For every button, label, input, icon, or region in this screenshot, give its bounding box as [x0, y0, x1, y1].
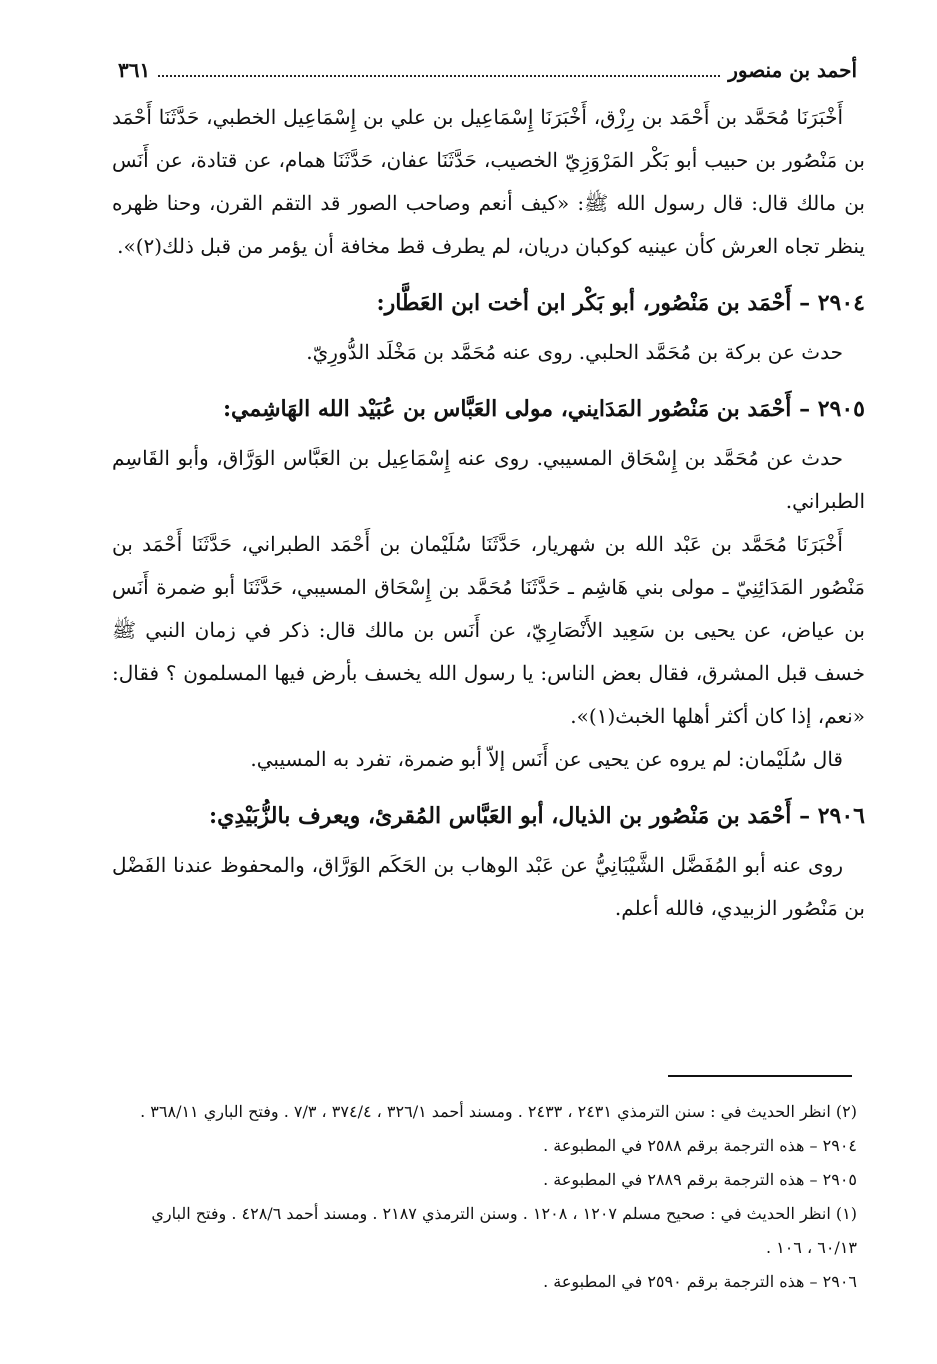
running-title: أحمد بن منصور — [728, 58, 857, 82]
entry-title-2905: ٢٩٠٥ – أَحْمَد بن مَنْصُور المَدَايني، مولى العَبَّاس بن عُبَيْد الله الهَاشِمي: — [222, 396, 865, 422]
footnote-5: ٢٩٠٦ – هذه الترجمة برقم ٢٥٩٠ في المطبوعة . — [543, 1272, 857, 1291]
note-paragraph: قال سُلَيْمان: لم يروه عن يحيى عن أَنَس إلاّ أبو ضمرة، تفرد به المسيبي. — [250, 747, 843, 771]
entry-body-2906: روى عنه أبو المُفَضَّل الشَّيْبَانِيُّ عن عَبْد الوهاب بن الحَكَم الوَرَّاق، والمحفوظ عندنا الفَضْل بن مَنْصُور الزبيدي، فالله أعلم. — [112, 853, 865, 920]
page-number: ٣٦١ — [118, 58, 151, 82]
entry-title-2904: ٢٩٠٤ – أَحْمَد بن مَنْصُور، أبو بَكْر ابن أخت ابن العَطَّار: — [376, 290, 865, 316]
entry-body-2904: حدث عن بركة بن مُحَمَّد الحلبي. روى عنه مُحَمَّد بن مَخْلَد الدُّورِيّ. — [306, 340, 843, 364]
footnote-3: ٢٩٠٥ – هذه الترجمة برقم ٢٨٨٩ في المطبوعة . — [543, 1170, 857, 1189]
footnote-1: (٢) انظر الحديث في : سنن الترمذي ٢٤٣١ ، ٢٤٣٣ . ومسند أحمد ٣٢٦/١ ، ٣٧٤/٤ ، ٧/٣ . وفتح الباري ٣٦٨/١١ . — [140, 1102, 857, 1121]
footnote-2: ٢٩٠٤ – هذه الترجمة برقم ٢٥٨٨ في المطبوعة . — [543, 1136, 857, 1155]
running-header — [118, 58, 857, 86]
footnote-4: (١) انظر الحديث في : صحيح مسلم ١٢٠٧ ، ١٢٠٨ . وسنن الترمذي ٢١٨٧ . ومسند أحمد ٤٢٨/٦ . وفتح الباري ٦٠/١٣ ، ١٠٦ . — [151, 1204, 857, 1257]
isnad-paragraph-1: أَخْبَرَنَا مُحَمَّد بن أَحْمَد بن رِزْق، أَخْبَرَنَا إِسْمَاعِيل بن علي بن إِسْمَاعِيل الخطبي، حَدَّثَنَا أَحْمَد بن مَنْصُور بن حبيب أبو بَكْر المَرْوَزِيّ الخصيب، حَدَّثَنَا عفان، حَدَّثَنَا همام، عن قتادة، عن أَنَس بن مالك قال: قال رسول الله ﷺ: «كيف أنعم وصاحب الصور قد التقم القرن، وحنا ظهره ينظر تجاه العرش كأن عينيه كوكبان دريان، لم يطرف قط مخافة أن يؤمر من قبل ذلك(٢)». — [112, 105, 865, 258]
leader-dots — [158, 61, 720, 77]
footnotes — [112, 1095, 857, 1299]
footnote-separator — [668, 1075, 852, 1077]
entry-title-2906: ٢٩٠٦ – أَحْمَد بن مَنْصُور بن الذيال، أبو العَبَّاس المُقرئ، ويعرف بالزُّبَيْدِي: — [209, 803, 865, 829]
entry-body-2905: حدث عن مُحَمَّد بن إِسْحَاق المسيبي. روى عنه إِسْمَاعِيل بن العَبَّاس الوَرَّاق، وأبو القَاسِم الطبراني. — [112, 446, 865, 513]
main-text — [112, 96, 865, 930]
isnad-paragraph-2: أَخْبَرَنَا مُحَمَّد بن عَبْد الله بن شهريار، حَدَّثَنَا سُلَيْمان بن أَحْمَد الطبراني، حَدَّثَنَا أَحْمَد بن مَنْصُور المَدَائِنِيّ ـ مولى بني هَاشِم ـ حَدَّثَنَا مُحَمَّد بن إِسْحَاق المسيبي، حَدَّثَنَا أبو ضمرة أَنَس بن عياض، عن يحيى بن سَعِيد الأَنْصَارِيّ، عن أَنَس بن مالك قال: ذكر في زمان النبي ﷺ خسف قبل المشرق، فقال بعض الناس: يا رسول الله يخسف بأرض فيها المسلمون ؟ فقال: «نعم، إذا كان أكثر أهلها الخبث(١)». — [112, 532, 865, 728]
